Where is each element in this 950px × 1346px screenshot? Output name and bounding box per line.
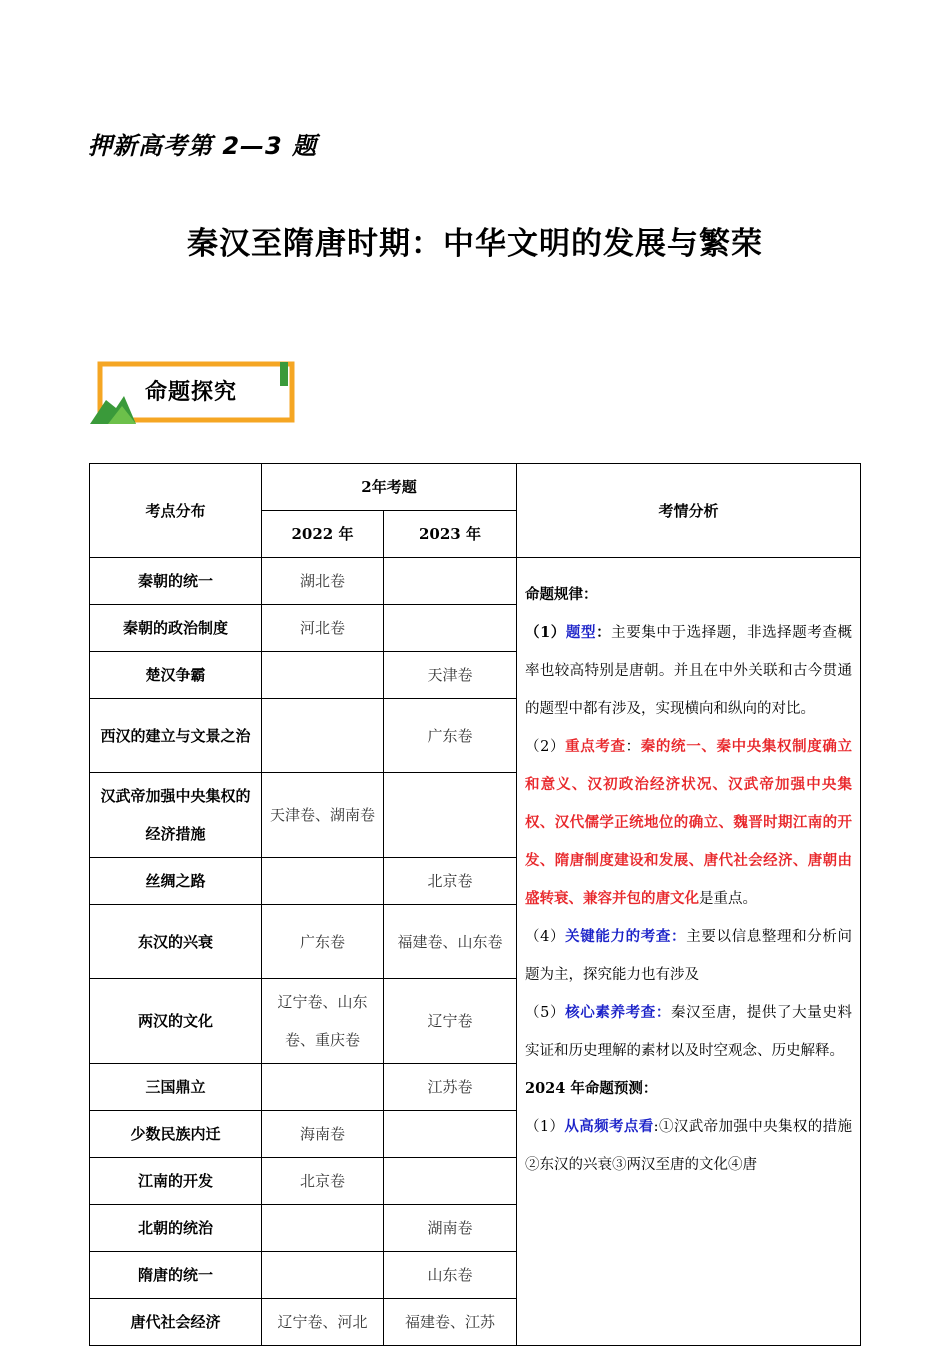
table-cell-2022: 天津卷、湖南卷 — [262, 773, 384, 858]
table-cell-2022: 湖北卷 — [262, 558, 384, 605]
analysis-point-1: （1）题型：主要集中于选择题，非选择题考查概率也较高特别是唐朝。并且在中外关联和古今贯通的题型中都有涉及，实现横向和纵向的对比。 — [525, 624, 853, 717]
section-badge-label: 命题探究 — [145, 380, 238, 405]
table-cell-2023: 山东卷 — [384, 1252, 517, 1299]
header-2022: 2022 年 — [262, 511, 384, 558]
table-cell-2022 — [262, 1205, 384, 1252]
table-cell-2022 — [262, 699, 384, 773]
table-cell-2022: 广东卷 — [262, 905, 384, 979]
exam-analysis-table — [89, 463, 861, 1346]
table-cell-2022 — [262, 858, 384, 905]
table-cell-2022: 北京卷 — [262, 1158, 384, 1205]
table-cell-2022: 辽宁卷、山东卷、重庆卷 — [262, 979, 384, 1064]
table-row-topic: 汉武帝加强中央集权的经济措施 — [90, 773, 262, 858]
table-cell-2022 — [262, 1064, 384, 1111]
header-analysis: 考情分析 — [517, 464, 861, 558]
header-2023: 2023 年 — [384, 511, 517, 558]
header-exam-years: 2年考题 — [262, 464, 517, 511]
table-row-topic: 两汉的文化 — [90, 979, 262, 1064]
table-cell-2022: 海南卷 — [262, 1111, 384, 1158]
table-row-topic: 秦朝的统一 — [90, 558, 262, 605]
table-row-topic: 丝绸之路 — [90, 858, 262, 905]
table-cell-2022 — [262, 652, 384, 699]
table-row-topic: 唐代社会经济 — [90, 1299, 262, 1346]
table-row-topic: 北朝的统治 — [90, 1205, 262, 1252]
table-cell-2023: 福建卷、山东卷 — [384, 905, 517, 979]
table-cell-2023: 广东卷 — [384, 699, 517, 773]
analysis-point-2: （2）重点考查：秦的统一、秦中央集权制度确立和意义、汉初政治经济状况、汉武帝加强中央集权、汉代儒学正统地位的确立、魏晋时期江南的开发、隋唐制度建设和发展、唐代社会经济、唐朝由盛转衰、兼容并包的唐文化是重点。 — [525, 739, 853, 907]
table-row-topic: 西汉的建立与文景之治 — [90, 699, 262, 773]
analysis-point-5: （5）核心素养考查：秦汉至唐，提供了大量史料实证和历史理解的素材以及时空观念、历史解释。 — [525, 1005, 852, 1059]
table-row-topic: 江南的开发 — [90, 1158, 262, 1205]
prediction-heading: 2024 年命题预测： — [525, 1080, 658, 1097]
table-cell-2023 — [384, 558, 517, 605]
prediction-point-1: （1）从高频考点看:①汉武帝加强中央集权的措施②东汉的兴衰③两汉至唐的文化④唐 — [525, 1119, 853, 1173]
table-row-topic: 东汉的兴衰 — [90, 905, 262, 979]
table-cell-2022: 辽宁卷、河北 — [262, 1299, 384, 1346]
table-cell-2023: 天津卷 — [384, 652, 517, 699]
table-cell-2023 — [384, 1111, 517, 1158]
table-cell-2023: 湖南卷 — [384, 1205, 517, 1252]
table-cell-2022: 河北卷 — [262, 605, 384, 652]
rule-heading: 命题规律： — [525, 586, 598, 603]
table-row-topic: 隋唐的统一 — [90, 1252, 262, 1299]
table-row-topic: 三国鼎立 — [90, 1064, 262, 1111]
table-row-topic: 楚汉争霸 — [90, 652, 262, 699]
table-cell-2023 — [384, 1158, 517, 1205]
header-topic: 考点分布 — [90, 464, 262, 558]
table-row-topic: 秦朝的政治制度 — [90, 605, 262, 652]
table-row-topic: 少数民族内迁 — [90, 1111, 262, 1158]
table-cell-2023 — [384, 773, 517, 858]
exam-series-title: 押新高考第 2—3 题 — [88, 132, 318, 160]
table-cell-2023: 辽宁卷 — [384, 979, 517, 1064]
analysis-cell — [517, 558, 861, 1346]
table-cell-2022 — [262, 1252, 384, 1299]
table-cell-2023 — [384, 605, 517, 652]
page-title: 秦汉至隋唐时期：中华文明的发展与繁荣 — [187, 226, 763, 262]
table-cell-2023: 江苏卷 — [384, 1064, 517, 1111]
table-cell-2023: 北京卷 — [384, 858, 517, 905]
analysis-point-4: （4）关键能力的考查：主要以信息整理和分析问题为主，探究能力也有涉及 — [525, 929, 853, 983]
table-cell-2023: 福建卷、江苏 — [384, 1299, 517, 1346]
